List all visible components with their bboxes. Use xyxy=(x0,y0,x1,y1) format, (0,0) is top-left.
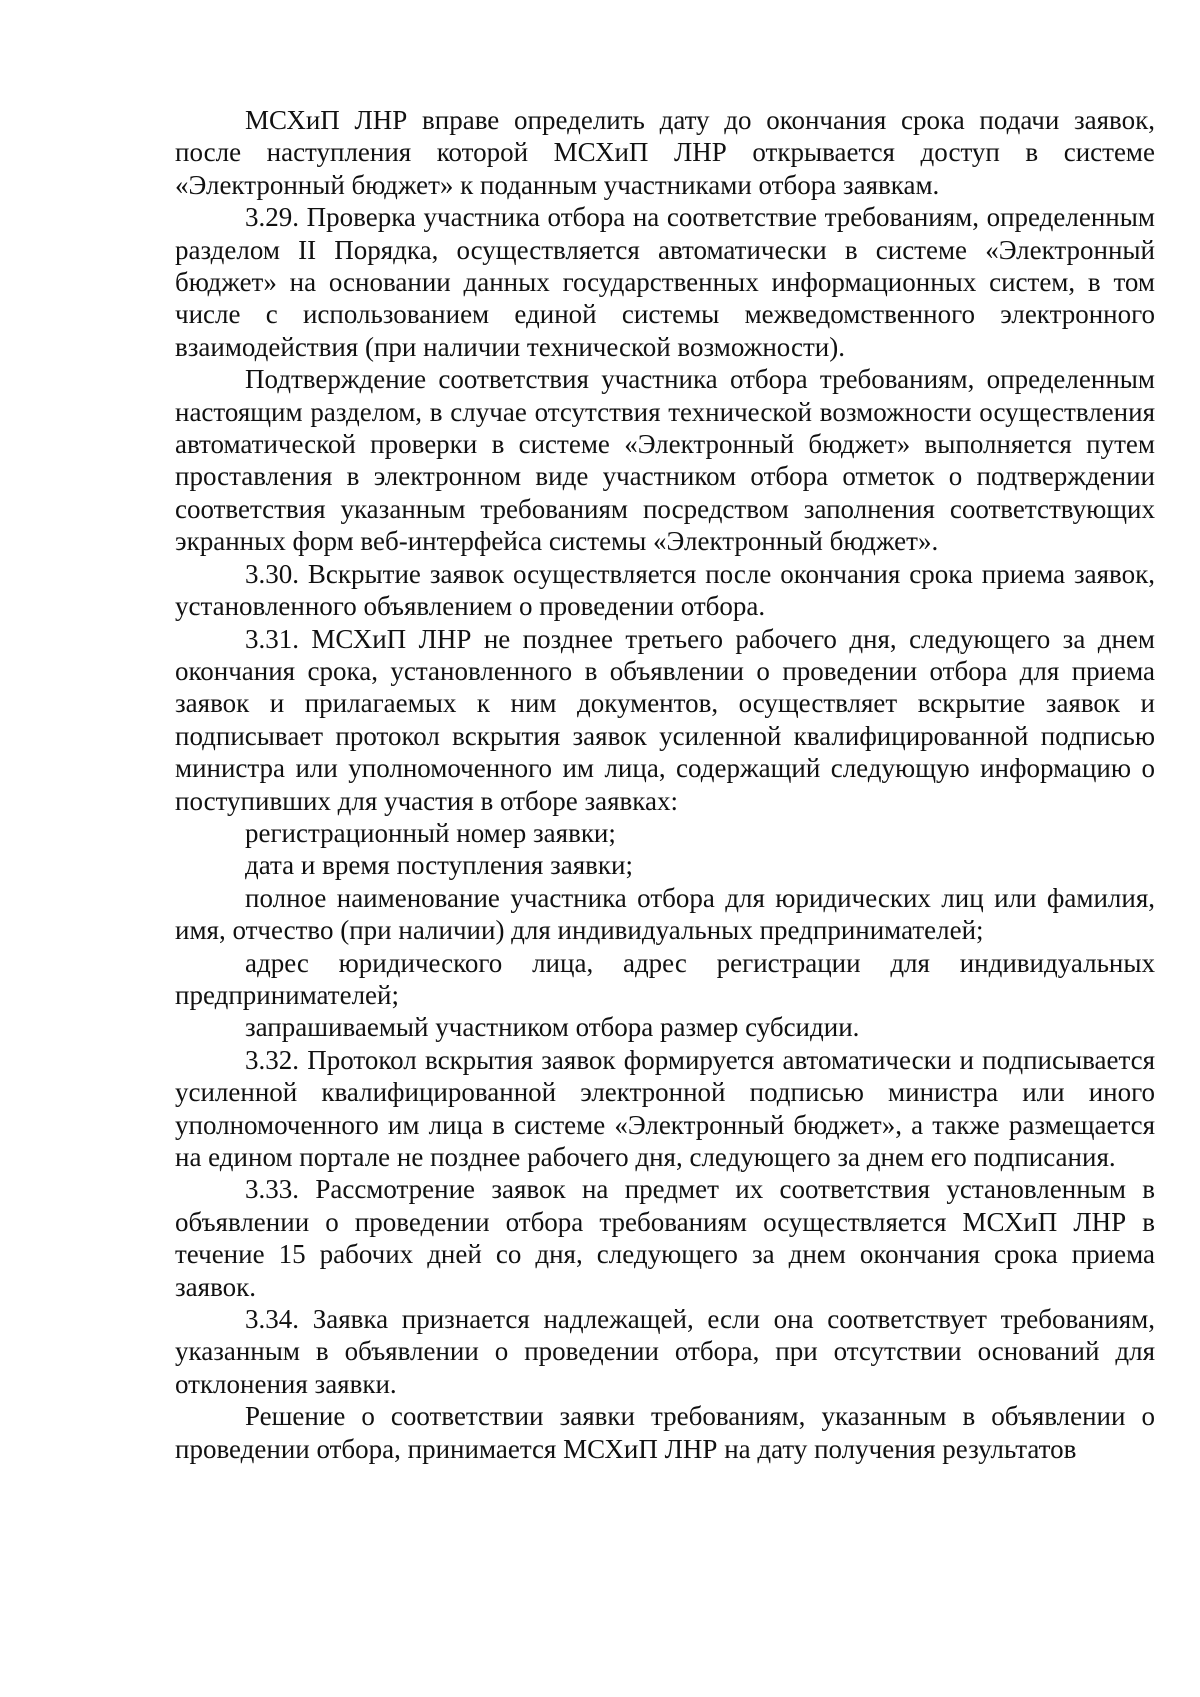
list-item-address: адрес юридического лица, адрес регистрации для индивидуальных предпринимателей; xyxy=(175,947,1155,1010)
paragraph-3-32: 3.32. Протокол вскрытия заявок формируется автоматически и подписывается усиленной квалифицированной электронной подписью министра или иного уполномоченного им лица в системе «Электронный бюджет», а также размещается на едином портале не позднее рабочего дня, следующего за днем его подписания. xyxy=(175,1044,1155,1172)
paragraph-access-date: МСХиП ЛНР вправе определить дату до окончания срока подачи заявок, после наступления которой МСХиП ЛНР открывается доступ в системе «Электронный бюджет» к поданным участниками отбора заявкам. xyxy=(175,105,1155,200)
paragraph-3-29: 3.29. Проверка участника отбора на соответствие требованиям, определенным разделом II Порядка, осуществляется автоматически в системе «Электронный бюджет» на основании данных государственных информационных систем, в том числе с использованием единой системы межведомственного электронного взаимодействия (при наличии технической возможности). xyxy=(175,202,1155,362)
paragraph-decision: Решение о соответствии заявки требованиям, указанным в объявлении о проведении отбора, принимается МСХиП ЛНР на дату получения результатов xyxy=(175,1401,1155,1464)
paragraph-3-34: 3.34. Заявка признается надлежащей, если она соответствует требованиям, указанным в объявлении о проведении отбора, при отсутствии оснований для отклонения заявки. xyxy=(175,1304,1155,1399)
paragraph-3-31: 3.31. МСХиП ЛНР не позднее третьего рабочего дня, следующего за днем окончания срока, установленного в объявлении о проведении отбора для приема заявок и прилагаемых к ним документов, осуществляет вскрытие заявок и подписывает протокол вскрытия заявок усиленной квалифицированной подписью министра или уполномоченного им лица, содержащий следующую информацию о поступивших для участия в отборе заявках: xyxy=(175,623,1155,816)
list-item-subsidy-amount: запрашиваемый участником отбора размер субсидии. xyxy=(245,1012,860,1043)
list-item-full-name: полное наименование участника отбора для юридических лиц или фамилия, имя, отчество (при наличии) для индивидуальных предпринимателей; xyxy=(175,882,1155,946)
paragraph-3-33: 3.33. Рассмотрение заявок на предмет их соответствия установленным в объявлении о проведении отбора требованиям осуществляется МСХиП ЛНР в течение 15 рабочих дней со дня, следующего за днем окончания срока приема заявок. xyxy=(175,1174,1155,1302)
list-item-date-time: дата и время поступления заявки; xyxy=(245,850,633,881)
list-item-registration-number: регистрационный номер заявки; xyxy=(245,817,616,848)
paragraph-3-30: 3.30. Вскрытие заявок осуществляется после окончания срока приема заявок, установленного объявлением о проведении отбора. xyxy=(175,558,1155,622)
document-page xyxy=(175,104,1155,1465)
paragraph-confirmation: Подтверждение соответствия участника отбора требованиям, определенным настоящим разделом, в случае отсутствия технической возможности осуществления автоматической проверки в системе «Электронный бюджет» выполняется путем проставления в электронном виде участником отбора отметок о подтверждении соответствия указанным требованиям посредством заполнения соответствующих экранных форм веб-интерфейса системы «Электронный бюджет». xyxy=(175,364,1155,557)
